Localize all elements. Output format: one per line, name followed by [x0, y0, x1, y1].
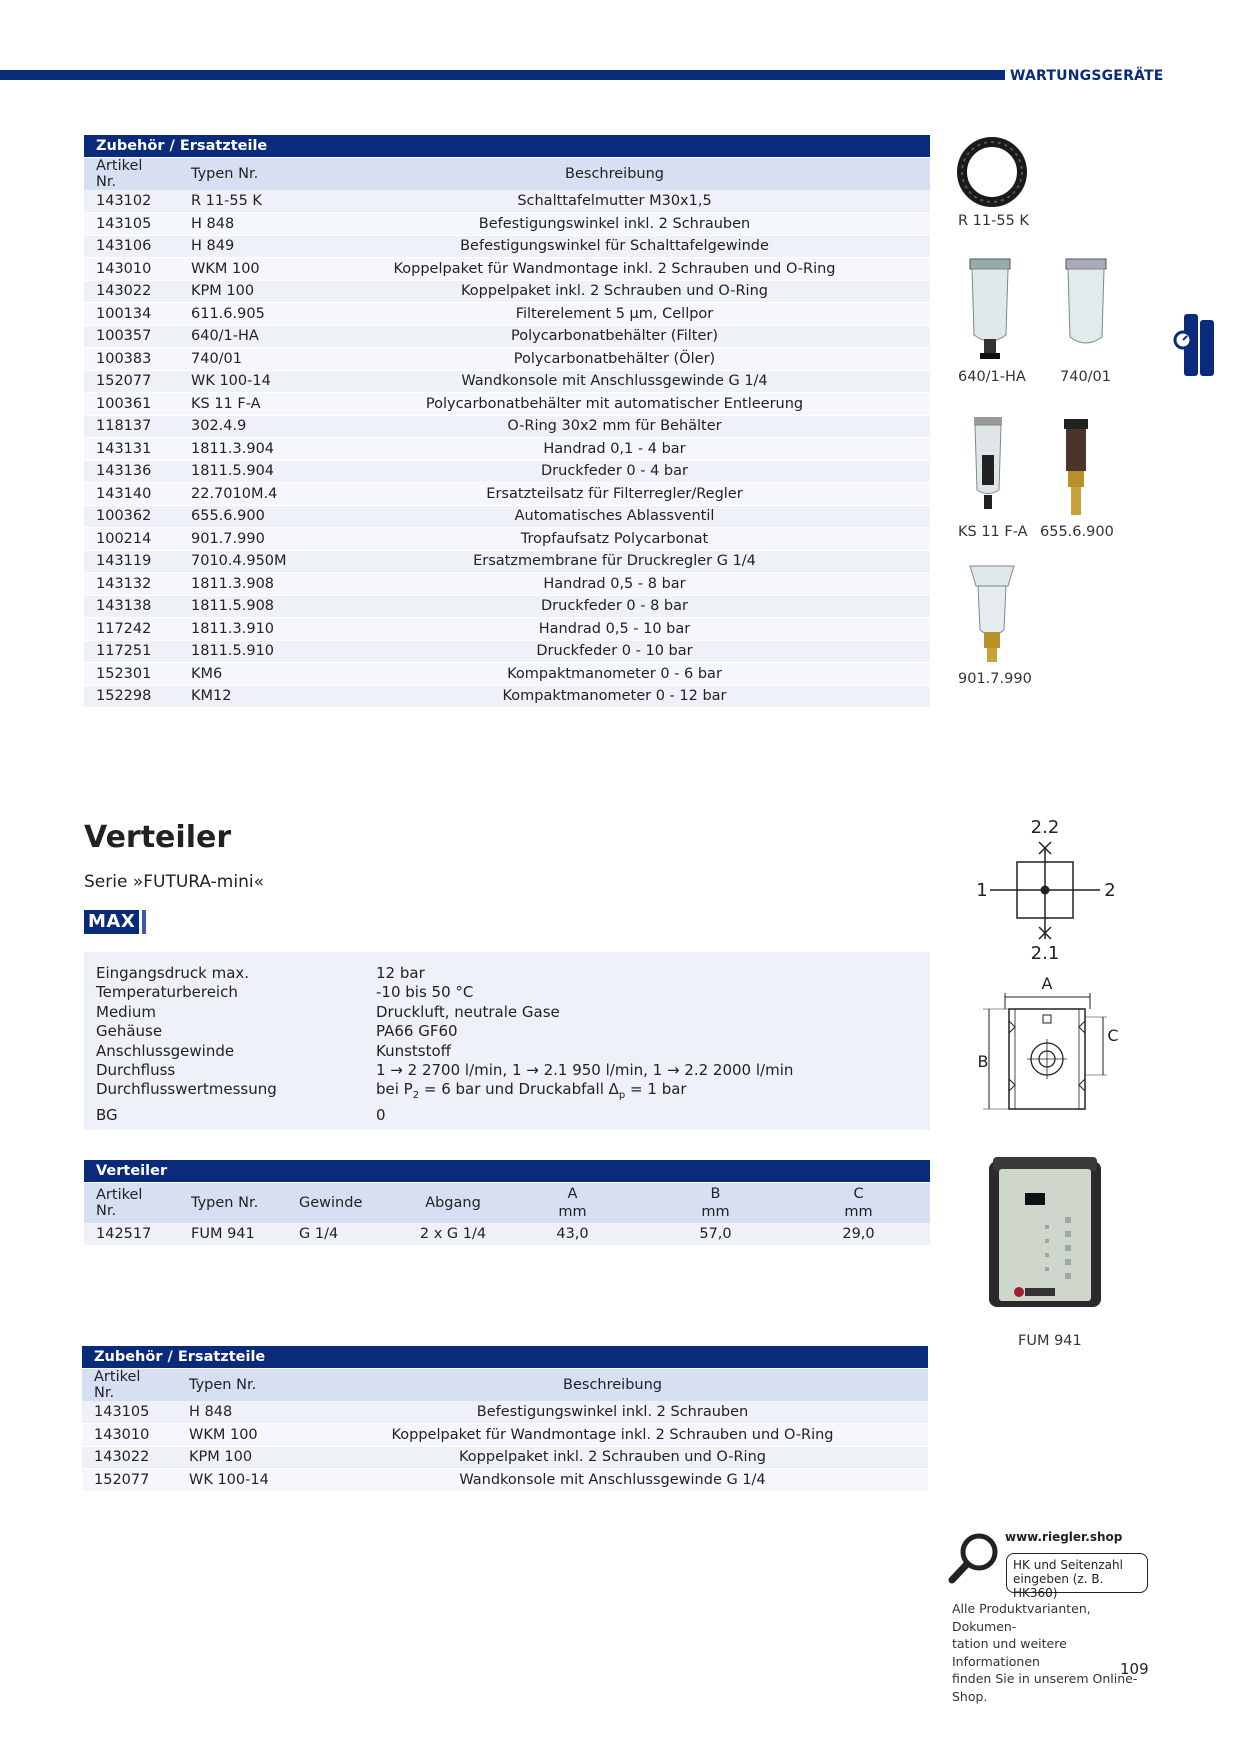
col-header: Artikel Nr.: [84, 1183, 179, 1223]
col-header: Beschreibung: [297, 1369, 928, 1402]
table-row: [84, 640, 930, 663]
table-caption: Zubehör / Ersatzteile: [82, 1346, 928, 1369]
cell: Wandkonsole mit Anschlussgewinde G 1/4: [297, 1469, 928, 1492]
cell: 143010: [82, 1424, 177, 1447]
cell: Koppelpaket für Wandmontage inkl. 2 Schrauben und O-Ring: [299, 258, 930, 281]
cell: FUM 941: [179, 1223, 287, 1246]
cell: 100362: [84, 505, 179, 528]
table-row: [84, 595, 930, 618]
cell: 143136: [84, 460, 179, 483]
pneumatic-symbol-diagram: [970, 815, 1120, 965]
cell: Ersatzteilsatz für Filterregler/Regler: [299, 483, 930, 506]
cell: 100214: [84, 528, 179, 551]
cell: 143022: [82, 1446, 177, 1469]
nut-r1155k-image: [952, 135, 1032, 210]
cell: 22.7010M.4: [179, 483, 299, 506]
cell: 1811.5.904: [179, 460, 299, 483]
cell: Befestigungswinkel für Schalttafelgewinde: [299, 235, 930, 258]
unit: mm: [701, 1203, 730, 1220]
cell: Polycarbonatbehälter (Filter): [299, 325, 930, 348]
cell: 2 x G 1/4: [405, 1223, 501, 1246]
cell: Koppelpaket inkl. 2 Schrauben und O-Ring: [297, 1446, 928, 1469]
spec-value: -10 bis 50 °C: [376, 983, 474, 1002]
col-header: Artikel Nr.: [84, 158, 179, 191]
cell: 611.6.905: [179, 303, 299, 326]
table-row: [84, 685, 930, 708]
cell: Druckfeder 0 - 10 bar: [299, 640, 930, 663]
unit: mm: [558, 1203, 587, 1220]
cell: 152077: [84, 370, 179, 393]
port-label-1: 1: [976, 880, 988, 901]
table-row: [84, 258, 930, 281]
cell: H 848: [177, 1401, 297, 1424]
spec-value: 0: [376, 1105, 386, 1124]
footer-line: finden Sie in unserem Online-Shop.: [952, 1671, 1138, 1704]
pic-label: FUM 941: [1018, 1333, 1082, 1349]
cell: 152301: [84, 663, 179, 686]
max-badge: [84, 910, 146, 934]
cell: Ersatzmembrane für Druckregler G 1/4: [299, 550, 930, 573]
spec-key: Anschlussgewinde: [96, 1041, 235, 1060]
spec-key: Durchfluss: [96, 1061, 176, 1080]
table-row: [84, 280, 930, 303]
cell: 100134: [84, 303, 179, 326]
cell: 57,0: [644, 1223, 787, 1246]
cell: G 1/4: [287, 1223, 405, 1246]
cell: 7010.4.950M: [179, 550, 299, 573]
cell: Automatisches Ablassventil: [299, 505, 930, 528]
table-row: [84, 235, 930, 258]
table-row: [84, 618, 930, 641]
cell: 1811.5.908: [179, 595, 299, 618]
table-row: [82, 1469, 928, 1492]
table-row: [84, 505, 930, 528]
drain-valve-image: [1058, 415, 1094, 521]
cell: KPM 100: [179, 280, 299, 303]
cell: Kompaktmanometer 0 - 6 bar: [299, 663, 930, 686]
distributor-table: [84, 1160, 930, 1246]
cell: 118137: [84, 415, 179, 438]
spec-key: Temperaturbereich: [96, 983, 238, 1002]
table-row: [84, 370, 930, 393]
table-row: [84, 1223, 930, 1246]
cell: Handrad 0,5 - 8 bar: [299, 573, 930, 596]
table-row: [82, 1424, 928, 1447]
hint-line: HK und Seitenzahl: [1013, 1558, 1123, 1572]
drip-attachment-image: [962, 560, 1022, 670]
hint-line: eingeben (z. B. HK360): [1013, 1572, 1104, 1600]
cell: 29,0: [787, 1223, 930, 1246]
cell: 640/1-HA: [179, 325, 299, 348]
cell: 152077: [82, 1469, 177, 1492]
cell: Schalttafelmutter M30x1,5: [299, 190, 930, 213]
col-header-b: [644, 1183, 787, 1223]
cell: WKM 100: [177, 1424, 297, 1447]
cell: 1811.5.910: [179, 640, 299, 663]
spec-value: [376, 1080, 687, 1105]
cell: WK 100-14: [179, 370, 299, 393]
port-label-2: 2: [1104, 880, 1116, 901]
cell: Polycarbonatbehälter (Öler): [299, 348, 930, 371]
col-header: Abgang: [405, 1183, 501, 1223]
table-row: [84, 550, 930, 573]
cell: 1811.3.908: [179, 573, 299, 596]
text: = 1 bar: [625, 1080, 687, 1099]
table-row: [84, 325, 930, 348]
bowl-740-image: [1058, 255, 1114, 355]
cell: 143140: [84, 483, 179, 506]
cell: 901.7.990: [179, 528, 299, 551]
header-bar: [0, 70, 1005, 80]
spec-value: 1 → 2 2700 l/min, 1 → 2.1 950 l/min, 1 → 2.2 2000 l/min: [376, 1061, 794, 1080]
spec-row: [96, 1080, 918, 1105]
col-header: Gewinde: [287, 1183, 405, 1223]
dim-label-c: C: [1107, 1026, 1119, 1045]
table-row: [84, 348, 930, 371]
spec-row: [96, 964, 918, 983]
col-header-c: [787, 1183, 930, 1223]
dim-c: C: [853, 1185, 864, 1202]
cell: 143105: [82, 1401, 177, 1424]
table-row: [84, 213, 930, 236]
cell: 1811.3.910: [179, 618, 299, 641]
cell: 142517: [84, 1223, 179, 1246]
pic-label: 640/1-HA: [958, 369, 1026, 385]
cell: Wandkonsole mit Anschlussgewinde G 1/4: [299, 370, 930, 393]
table-row: [82, 1401, 928, 1424]
dim-a: A: [567, 1185, 578, 1202]
dim-b: B: [710, 1185, 721, 1202]
cell: 143105: [84, 213, 179, 236]
cell: 100357: [84, 325, 179, 348]
bowl-640-image: [960, 255, 1020, 365]
cell: Filterelement 5 µm, Cellpor: [299, 303, 930, 326]
cell: 143138: [84, 595, 179, 618]
pic-label: R 11-55 K: [958, 213, 1029, 229]
cell: 143132: [84, 573, 179, 596]
spec-row: [96, 1106, 918, 1125]
table-row: [84, 460, 930, 483]
footer-line: Alle Produktvarianten, Dokumen-: [952, 1601, 1091, 1634]
dimension-drawing: [975, 975, 1125, 1115]
col-header: Typen Nr.: [177, 1369, 297, 1402]
pic-label: KS 11 F-A: [958, 524, 1028, 540]
cell: H 849: [179, 235, 299, 258]
cell: Befestigungswinkel inkl. 2 Schrauben: [299, 213, 930, 236]
cell: 152298: [84, 685, 179, 708]
spec-value: Druckluft, neutrale Gase: [376, 1002, 560, 1021]
table-row: [84, 528, 930, 551]
spec-row: [96, 1042, 918, 1061]
spec-row: [96, 1022, 918, 1041]
badge-bar: [142, 910, 146, 934]
cell: 100383: [84, 348, 179, 371]
magnifier-icon: [946, 1528, 1004, 1586]
cell: KM6: [179, 663, 299, 686]
spec-key: Medium: [96, 1002, 156, 1021]
footer-line: tation und weitere Informationen: [952, 1636, 1067, 1669]
section-title: WARTUNGSGERÄTE: [1010, 68, 1164, 84]
cell: Handrad 0,1 - 4 bar: [299, 438, 930, 461]
cell: Druckfeder 0 - 4 bar: [299, 460, 930, 483]
product-title: Verteiler: [84, 820, 232, 855]
port-label-2-2: 2.2: [1030, 817, 1060, 838]
cell: 43,0: [501, 1223, 644, 1246]
specification-block: [84, 952, 930, 1130]
cell: 143119: [84, 550, 179, 573]
cell: H 848: [179, 213, 299, 236]
cell: WK 100-14: [177, 1469, 297, 1492]
cell: O-Ring 30x2 mm für Behälter: [299, 415, 930, 438]
cell: 655.6.900: [179, 505, 299, 528]
spec-value: Kunststoff: [376, 1041, 452, 1060]
spec-value: 12 bar: [376, 964, 425, 982]
cell: 740/01: [179, 348, 299, 371]
cell: Befestigungswinkel inkl. 2 Schrauben: [297, 1401, 928, 1424]
cell: Kompaktmanometer 0 - 12 bar: [299, 685, 930, 708]
badge-label: MAX: [84, 910, 139, 934]
pic-label: 740/01: [1060, 369, 1112, 385]
accessories-table-2: [82, 1346, 928, 1492]
cell: R 11-55 K: [179, 190, 299, 213]
cell: WKM 100: [179, 258, 299, 281]
cell: Druckfeder 0 - 8 bar: [299, 595, 930, 618]
col-header-a: [501, 1183, 644, 1223]
col-header: Typen Nr.: [179, 1183, 287, 1223]
spec-key: Gehäuse: [96, 1022, 163, 1041]
table-row: [84, 415, 930, 438]
cell: 1811.3.904: [179, 438, 299, 461]
bowl-ks11-image: [968, 415, 1008, 515]
pic-label: 901.7.990: [958, 671, 1032, 687]
cell: KM12: [179, 685, 299, 708]
table-row: [84, 438, 930, 461]
col-header: Artikel Nr.: [82, 1369, 177, 1402]
cell: 143102: [84, 190, 179, 213]
spec-row: [96, 1061, 918, 1080]
table-caption: Verteiler: [84, 1160, 930, 1183]
cell: Polycarbonatbehälter mit automatischer Entleerung: [299, 393, 930, 416]
spec-value: PA66 GF60: [376, 1022, 458, 1041]
cell: 117251: [84, 640, 179, 663]
col-header: Typen Nr.: [179, 158, 299, 191]
text: bei P: [376, 1080, 413, 1099]
unit: mm: [844, 1203, 873, 1220]
shop-url-link[interactable]: www.riegler.shop: [1005, 1530, 1123, 1544]
cell: Koppelpaket inkl. 2 Schrauben und O-Ring: [299, 280, 930, 303]
shop-hint-box: [1006, 1553, 1148, 1600]
cell: 100361: [84, 393, 179, 416]
page-number: 109: [1120, 1660, 1149, 1678]
subscript: p: [618, 1090, 626, 1102]
cell: 143106: [84, 235, 179, 258]
table-caption: Zubehör / Ersatzteile: [84, 135, 930, 158]
fum941-product-image: [985, 1155, 1105, 1310]
table-row: [84, 483, 930, 506]
table-row: [84, 663, 930, 686]
col-header: Beschreibung: [299, 158, 930, 191]
spec-key: Durchflusswertmessung: [96, 1080, 277, 1099]
product-series: Serie »FUTURA-mini«: [84, 872, 264, 892]
text: = 6 bar und Druckabfall Δ: [419, 1080, 619, 1099]
spec-key: BG: [96, 1105, 118, 1124]
cell: Tropfaufsatz Polycarbonat: [299, 528, 930, 551]
spec-row: [96, 1003, 918, 1022]
table-row: [84, 303, 930, 326]
cell: Koppelpaket für Wandmontage inkl. 2 Schrauben und O-Ring: [297, 1424, 928, 1447]
footer-info: [952, 1600, 1152, 1705]
pic-label: 655.6.900: [1040, 524, 1114, 540]
cell: 143010: [84, 258, 179, 281]
accessories-table-1: [84, 135, 930, 708]
dim-label-a: A: [1041, 975, 1053, 993]
table-row: [84, 190, 930, 213]
spec-key: Eingangsdruck max.: [96, 964, 250, 982]
dim-label-b: B: [977, 1052, 989, 1071]
table-row: [82, 1446, 928, 1469]
cell: 117242: [84, 618, 179, 641]
spec-row: [96, 983, 918, 1002]
table-row: [84, 573, 930, 596]
table-row: [84, 393, 930, 416]
subscript: 2: [412, 1090, 420, 1102]
cell: KPM 100: [177, 1446, 297, 1469]
cell: 143022: [84, 280, 179, 303]
cell: 302.4.9: [179, 415, 299, 438]
maintenance-unit-icon: [1170, 310, 1216, 380]
cell: Handrad 0,5 - 10 bar: [299, 618, 930, 641]
cell: KS 11 F-A: [179, 393, 299, 416]
cell: 143131: [84, 438, 179, 461]
port-label-2-1: 2.1: [1030, 943, 1060, 964]
